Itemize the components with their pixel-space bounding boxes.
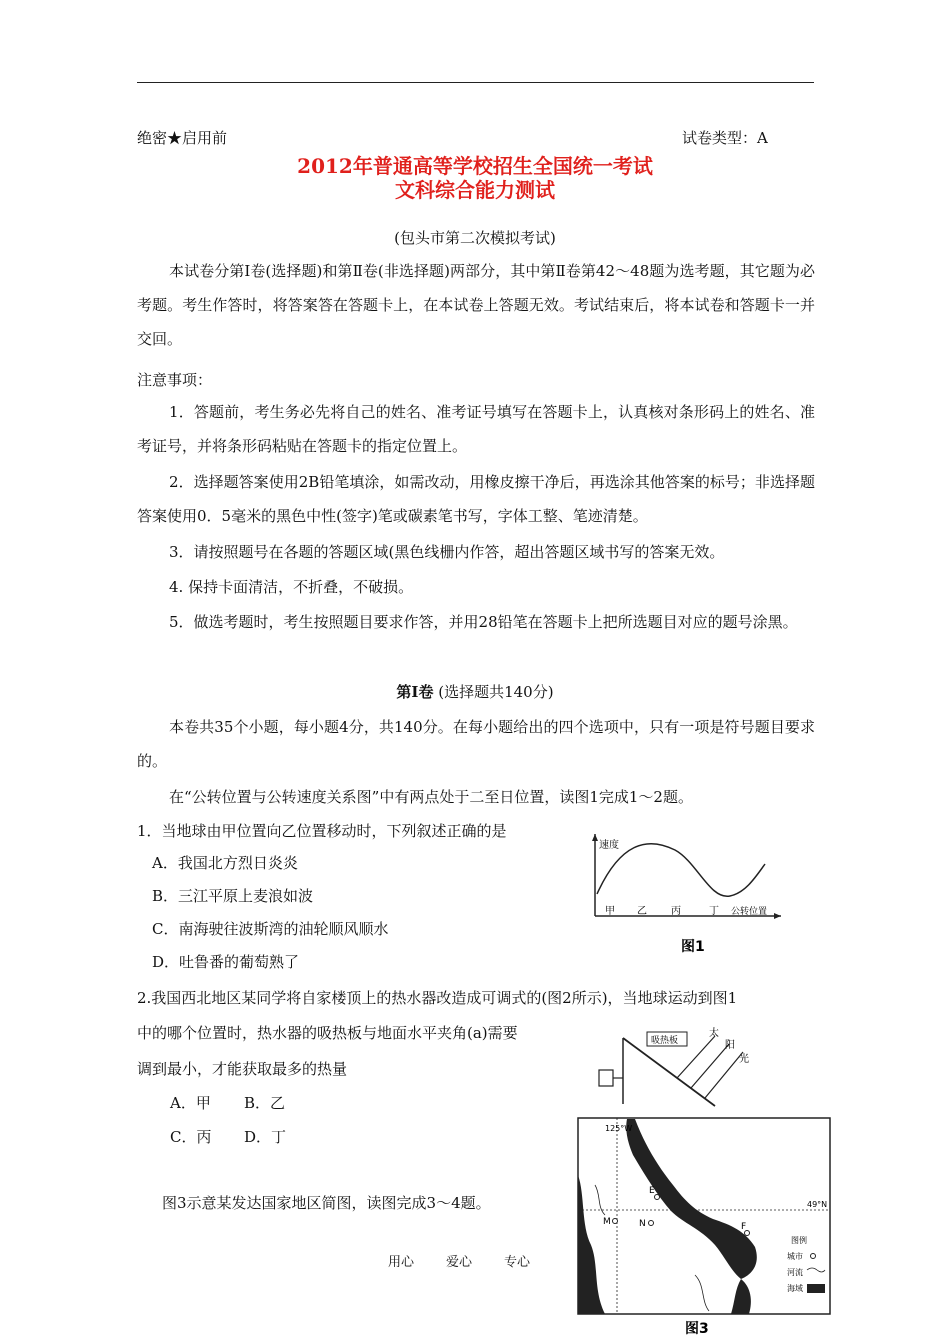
section-heading (0, 681, 950, 702)
q2-stem-line2: 中的哪个位置时，热水器的吸热板与地面水平夹角(a)需要 (137, 1024, 518, 1042)
q1-option-b: B．三江平原上麦浪如波 (152, 887, 314, 905)
figure-1 (585, 828, 795, 963)
exam-subtitle: (包头市第二次模拟考试) (394, 229, 556, 247)
fig1-x-arrow (774, 913, 781, 919)
q1-option-a: A．我国北方烈日炎炎 (152, 854, 298, 872)
fig2-heat-panel (623, 1038, 715, 1106)
question-lead-3-4: 图3示意某发达国家地区简图，读图完成3～4题。 (162, 1194, 491, 1212)
fig2-sunray-2 (691, 1044, 729, 1088)
question-lead-1-2: 在“公转位置与公转速度关系图”中有两点处于二至日位置，读图1完成1～2题。 (169, 788, 693, 806)
q2-option-b: B．乙 (244, 1094, 286, 1112)
fig3-point-f: F (741, 1222, 747, 1232)
exam-subject: 文科综合能力测试 (395, 178, 555, 202)
fig1-ylabel: 速度 (599, 840, 619, 851)
fig3-legend-river: 河流 (787, 1268, 803, 1277)
note-4: 4. 保持卡面清洁，不折叠，不破损。 (169, 578, 414, 596)
q2-option-d: D．丁 (244, 1128, 287, 1146)
note-2: 2．选择题答案使用2B铅笔填涂，如需改动，用橡皮擦干净后，再选涂其他答案的标号；非选择题答案使用0．5毫米的黑色中性(签字)笔或碳素笔书写，字体工整、笔迹清楚。 (137, 473, 815, 525)
section-heading-rest: (选择题共140分) (438, 683, 554, 701)
fig2-sun-char-3: 光 (739, 1054, 749, 1065)
fig1-xlabel: 公转位置 (731, 907, 768, 917)
fig2-sun-char-1: 太 (709, 1028, 719, 1039)
fig3-point-n: N (639, 1219, 646, 1229)
fig3-legend-sea-mark (807, 1284, 825, 1293)
notes-heading: 注意事项： (137, 371, 213, 389)
q2-option-a: A．甲 (170, 1094, 211, 1112)
fig2-panel-label: 吸热板 (651, 1036, 679, 1046)
fig1-tick-jia: 甲 (605, 906, 615, 917)
fig1-tick-yi: 乙 (637, 906, 647, 917)
fig3-point-m: M (603, 1217, 611, 1227)
exam-title: 2012年普通高等学校招生全国统一考试 (297, 154, 653, 178)
q1-option-c: C．南海驶往波斯湾的油轮顺风顺水 (152, 920, 389, 938)
fig2-tank (599, 1070, 613, 1086)
confidential-label: 绝密★启用前 (137, 129, 228, 147)
intro-paragraph: 本试卷分第Ⅰ卷(选择题)和第Ⅱ卷(非选择题)两部分，其中第Ⅱ卷第42～48题为选考题，其它题为必考题。考生作答时，将答案答在答题卡上，在本试卷上答题无效。考试结束后，将本试卷和答题卡一并交回。 (137, 262, 815, 348)
fig2-sunray-1 (677, 1036, 715, 1078)
fig1-speed-curve (597, 844, 765, 897)
fig3-legend-city: 城市 (787, 1252, 803, 1261)
q2-stem-line3: 调到最小，才能获取最多的热量 (137, 1060, 348, 1078)
q1-option-d: D．吐鲁番的葡萄熟了 (152, 953, 300, 971)
fig3-legend-sea: 海域 (787, 1284, 803, 1293)
q2-stem-line1: 2.我国西北地区某同学将自家楼顶上的热水器改造成可调式的(图2所示)，当地球运动到图1 (137, 989, 738, 1007)
q2-option-c: C．丙 (170, 1128, 212, 1146)
section-heading-bold: 第Ⅰ卷 (396, 683, 434, 701)
footer-3: 专心 (504, 1255, 531, 1270)
paper-type: 试卷类型：A (682, 129, 768, 147)
footer-1: 用心 (388, 1255, 415, 1270)
fig1-caption: 图1 (681, 939, 705, 955)
figure-2 (595, 1026, 765, 1114)
fig2-sun-char-2: 阳 (725, 1040, 735, 1051)
note-5: 5．做选考题时，考生按照题目要求作答，并用28铅笔在答题卡上把所选题目对应的题号涂黑。 (169, 613, 798, 631)
footer-2: 爱心 (446, 1255, 473, 1270)
q1-stem: 1．当地球由甲位置向乙位置移动时，下列叙述正确的是 (137, 822, 507, 840)
fig3-lon-label: 125°W (605, 1124, 633, 1133)
top-rule (137, 82, 814, 83)
note-1: 1．答题前，考生务必先将自己的姓名、准考证号填写在答题卡上，认真核对条形码上的姓名、准考证号，并将条形码粘贴在答题卡的指定位置上。 (137, 403, 815, 455)
fig3-legend-title: 图例 (791, 1236, 807, 1245)
note-3: 3．请按照题号在各题的答题区域(黑色线栅内作答，超出答题区域书写的答案无效。 (169, 543, 725, 561)
fig3-point-e: E (649, 1186, 655, 1196)
section-description: 本卷共35个小题，每小题4分，共140分。在每小题给出的四个选项中，只有一项是符号题目要求的。 (137, 718, 815, 770)
fig1-tick-ding: 丁 (709, 906, 719, 917)
fig1-y-arrow (592, 834, 598, 841)
figure-3 (575, 1115, 835, 1340)
fig3-caption: 图3 (685, 1321, 709, 1337)
fig2-sunray-3 (705, 1052, 743, 1098)
fig1-tick-bing: 丙 (671, 906, 681, 917)
fig3-lat-label: 49°N (807, 1200, 828, 1209)
